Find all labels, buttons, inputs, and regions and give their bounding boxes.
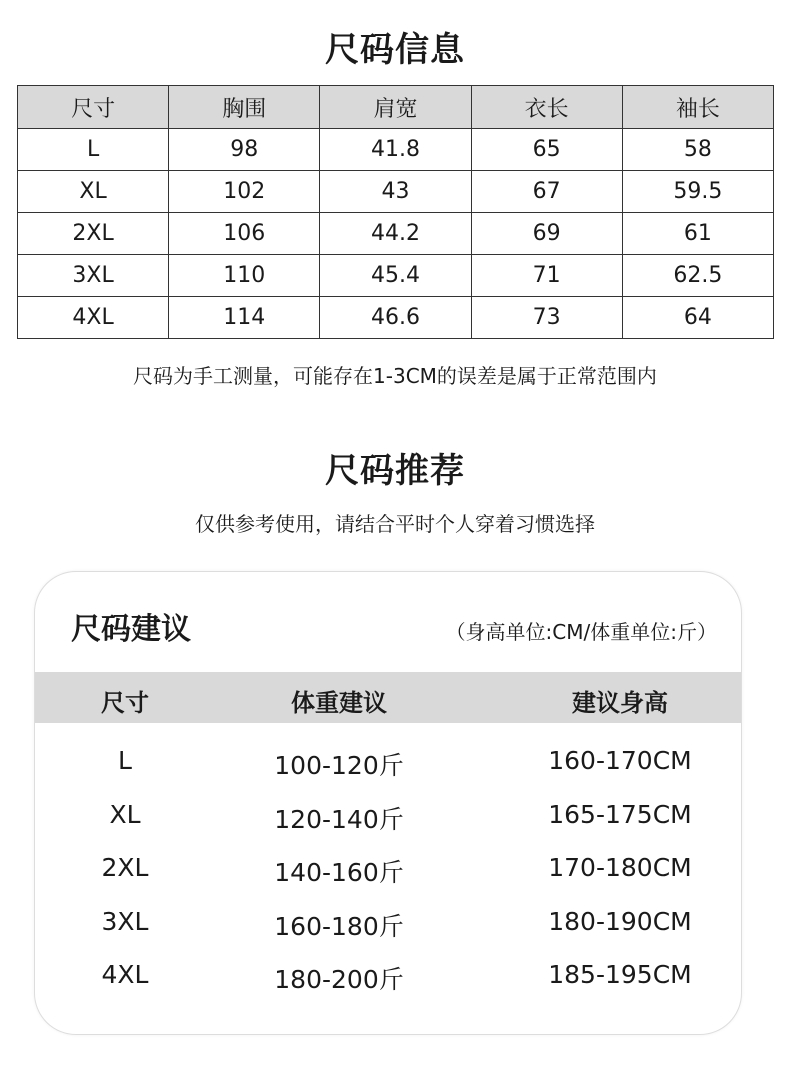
list-item bbox=[35, 839, 741, 893]
size-info-title: 尺码信息 bbox=[325, 30, 465, 70]
table-header-row bbox=[18, 86, 774, 129]
table-row bbox=[18, 213, 774, 255]
weight-value: 120-140斤 bbox=[274, 804, 404, 834]
table-cell: 71 bbox=[471, 255, 622, 297]
recommendation-note: 仅供参考使用，请结合平时个人穿着习惯选择 bbox=[195, 512, 595, 536]
table-cell: XL bbox=[18, 171, 169, 213]
table-row bbox=[18, 255, 774, 297]
table-row bbox=[18, 171, 774, 213]
table-row bbox=[18, 129, 774, 171]
table-row bbox=[18, 297, 774, 339]
table-cell: 73 bbox=[471, 297, 622, 339]
table-cell: 4XL bbox=[18, 297, 169, 339]
table-cell: 2XL bbox=[18, 213, 169, 255]
header-chest: 胸围 bbox=[169, 86, 320, 129]
size-value: XL bbox=[109, 799, 141, 829]
header-size: 尺寸 bbox=[18, 86, 169, 129]
size-value: 4XL bbox=[101, 960, 149, 989]
header-shoulder: 肩宽 bbox=[320, 86, 471, 129]
table-cell: 43 bbox=[320, 171, 471, 213]
weight-value: 180-200斤 bbox=[274, 965, 404, 994]
height-value: 180-190CM bbox=[548, 906, 692, 936]
measurement-note: 尺码为手工测量，可能存在1-3CM的误差是属于正常范围内 bbox=[133, 364, 657, 388]
size-value: 3XL bbox=[101, 906, 149, 936]
weight-value: 100-120斤 bbox=[274, 751, 404, 780]
table-cell: 41.8 bbox=[320, 129, 471, 171]
size-value: L bbox=[118, 746, 132, 775]
header-weight: 体重建议 bbox=[291, 689, 387, 717]
table-cell: 44.2 bbox=[320, 213, 471, 255]
weight-value: 160-180斤 bbox=[274, 911, 404, 941]
table-cell: 62.5 bbox=[622, 255, 773, 297]
height-value: 170-180CM bbox=[548, 853, 692, 882]
size-value: 2XL bbox=[101, 853, 149, 882]
table-cell: 45.4 bbox=[320, 255, 471, 297]
card-title: 尺码建议 bbox=[71, 612, 191, 647]
table-cell: 3XL bbox=[18, 255, 169, 297]
table-cell: 59.5 bbox=[622, 171, 773, 213]
size-recommendation-title: 尺码推荐 bbox=[325, 451, 465, 491]
height-value: 165-175CM bbox=[548, 799, 692, 829]
units-note: （身高单位:CM/体重单位:斤） bbox=[445, 620, 717, 644]
weight-value: 140-160斤 bbox=[274, 858, 404, 887]
header-height: 建议身高 bbox=[572, 689, 668, 717]
header-length: 衣长 bbox=[471, 86, 622, 129]
recommendation-rows bbox=[35, 732, 741, 1000]
card-header-row bbox=[35, 672, 741, 723]
table-cell: 67 bbox=[471, 171, 622, 213]
header-sleeve: 袖长 bbox=[622, 86, 773, 129]
list-item bbox=[35, 946, 741, 1000]
table-cell: 106 bbox=[169, 213, 320, 255]
table-cell: 110 bbox=[169, 255, 320, 297]
table-cell: 65 bbox=[471, 129, 622, 171]
height-value: 160-170CM bbox=[548, 746, 692, 775]
list-item bbox=[35, 732, 741, 786]
table-cell: 58 bbox=[622, 129, 773, 171]
table-cell: 64 bbox=[622, 297, 773, 339]
table-cell: 114 bbox=[169, 297, 320, 339]
table-cell: 69 bbox=[471, 213, 622, 255]
size-suggestion-card bbox=[34, 571, 742, 1035]
table-cell: 46.6 bbox=[320, 297, 471, 339]
size-info-table bbox=[17, 85, 774, 339]
table-cell: 61 bbox=[622, 213, 773, 255]
list-item bbox=[35, 893, 741, 947]
height-value: 185-195CM bbox=[548, 960, 692, 989]
table-cell: 102 bbox=[169, 171, 320, 213]
table-cell: L bbox=[18, 129, 169, 171]
header-size: 尺寸 bbox=[101, 689, 149, 717]
list-item bbox=[35, 786, 741, 840]
table-cell: 98 bbox=[169, 129, 320, 171]
